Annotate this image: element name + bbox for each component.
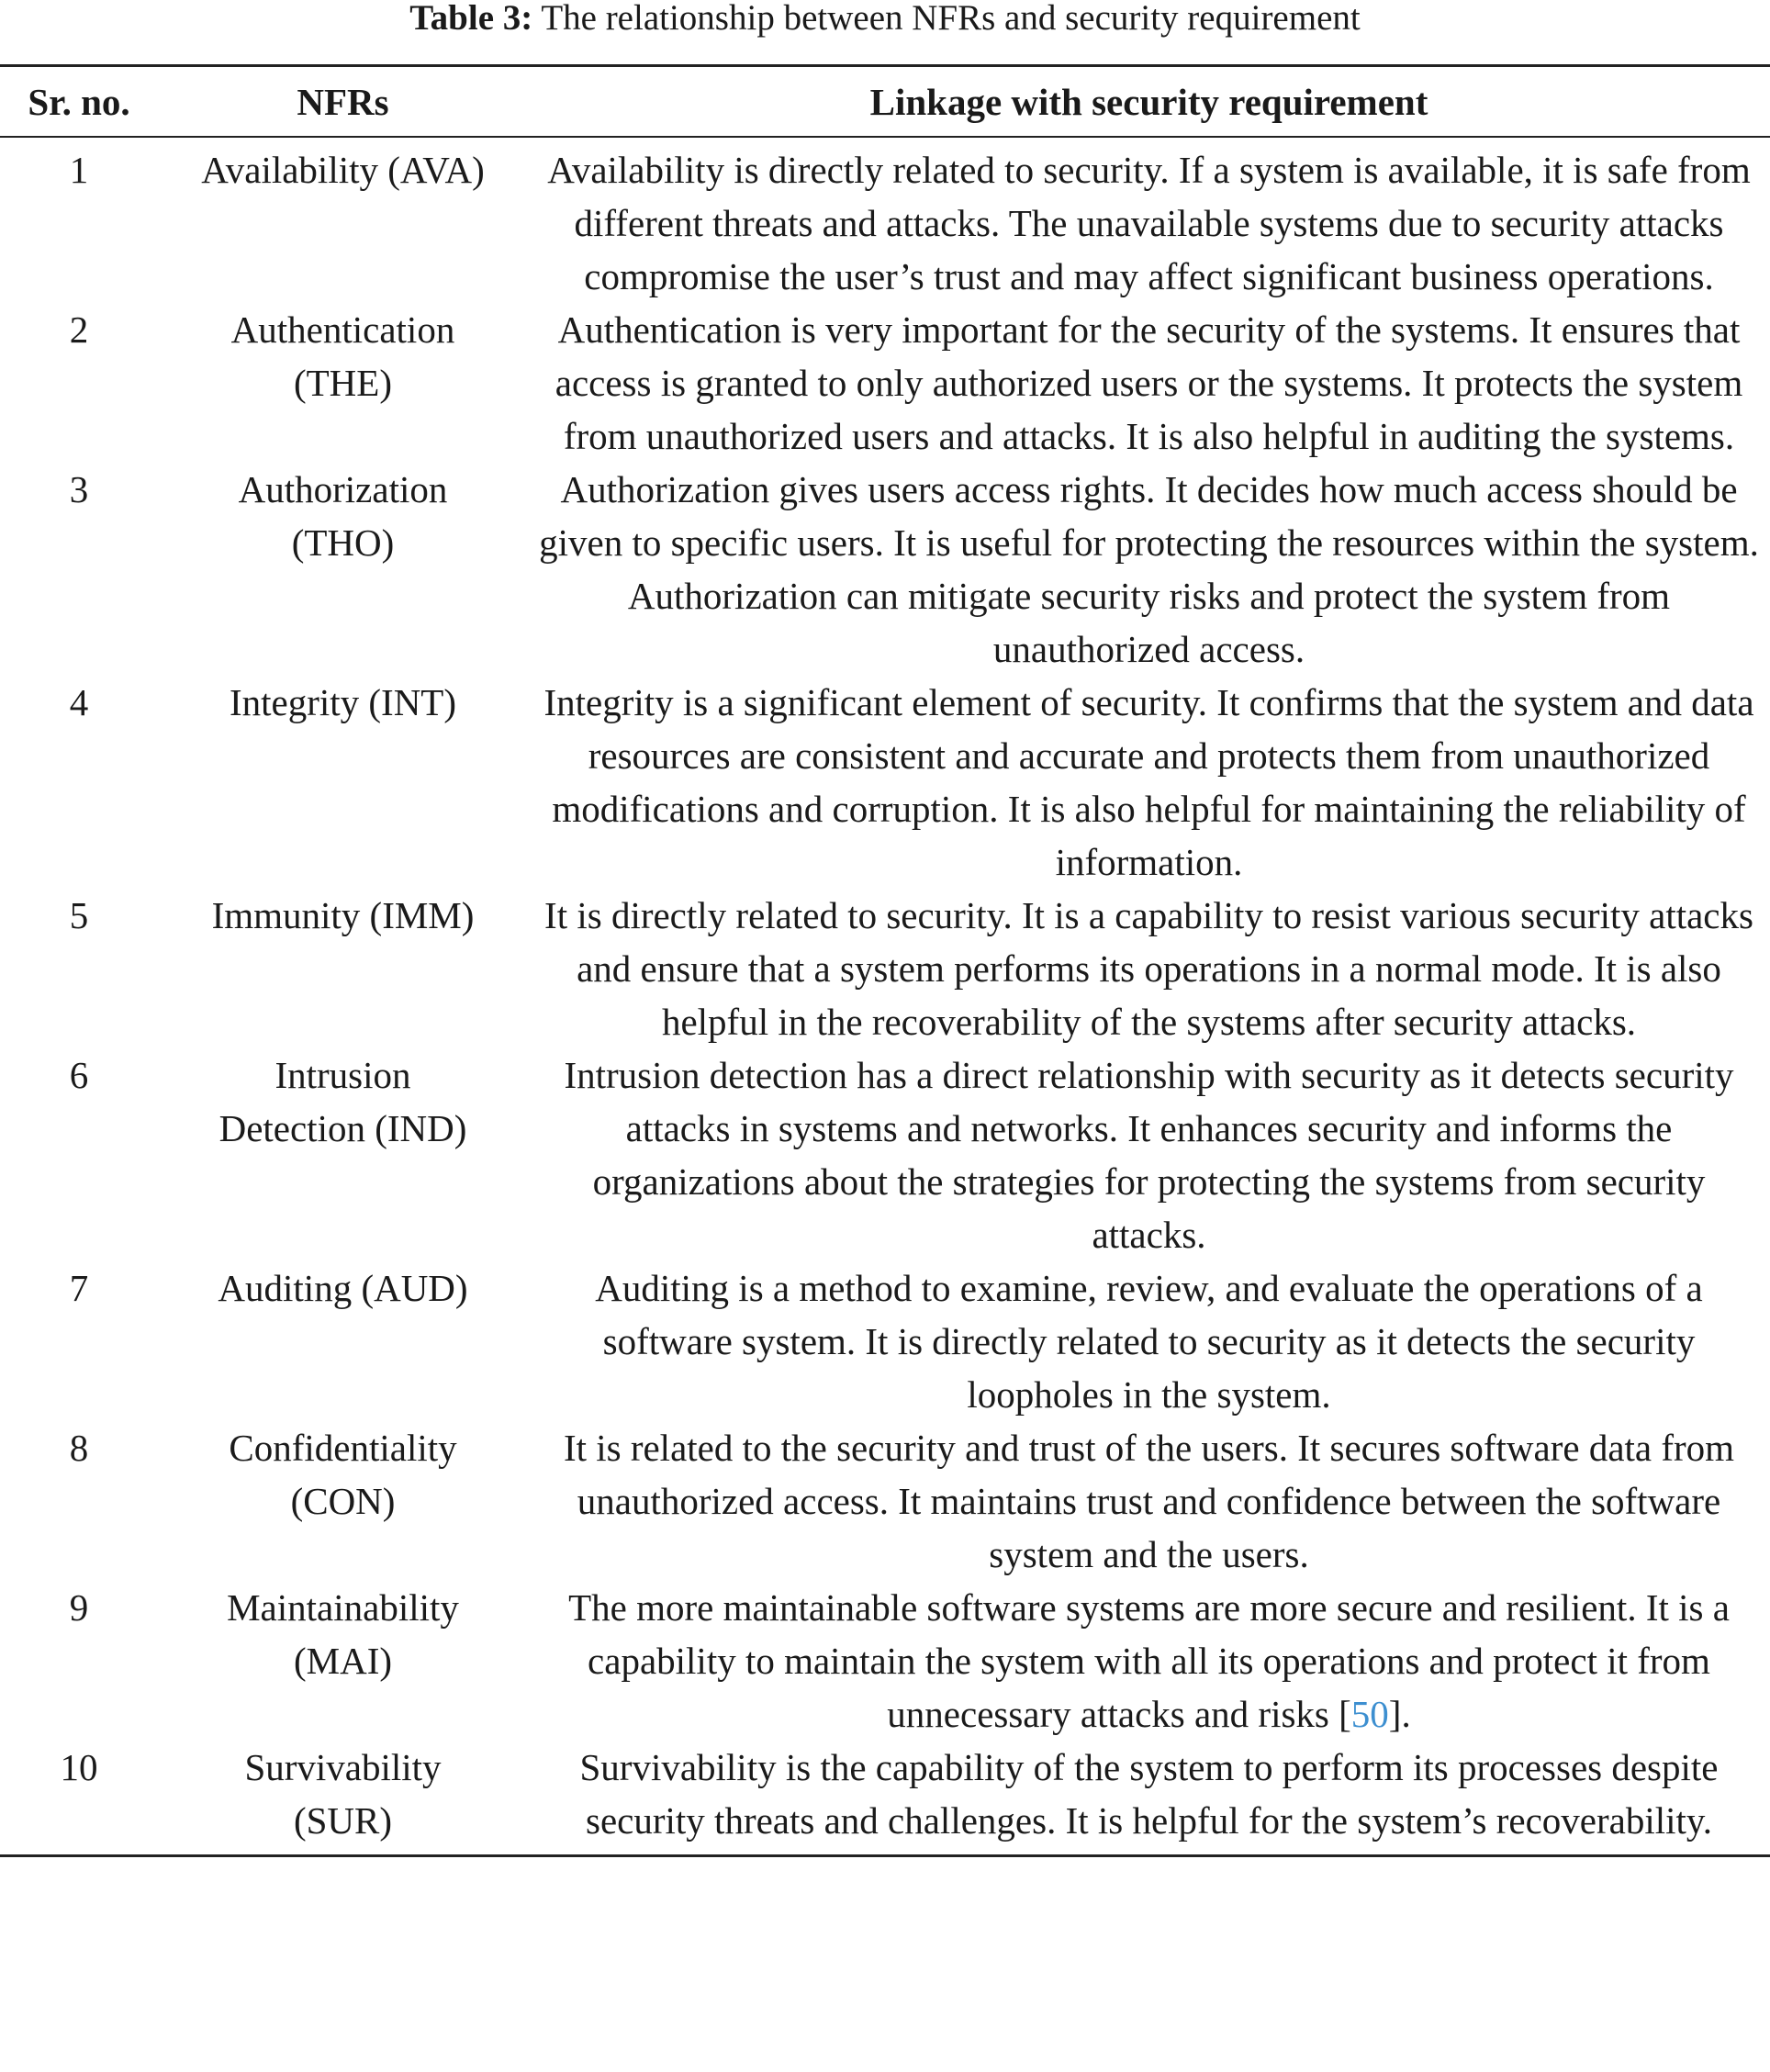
table-row (0, 1741, 1770, 1856)
caption-text: The relationship between NFRs and security requirement (541, 0, 1361, 38)
linkage-text: Survivability is the capability of the system to perform its processes despite security threats and challenges. It is helpful for the system’s recoverability. (579, 1746, 1719, 1842)
linkage-text: Authentication is very important for the security of the systems. It ensures that access is granted to only authorized users or the systems. It protects the system from unauthorized users and attacks. It is also helpful in auditing the systems. (555, 308, 1743, 457)
nfr-name-line: Auditing (AUD) (218, 1267, 468, 1309)
row-number: 10 (60, 1746, 98, 1788)
nfr-abbreviation: (THE) (293, 362, 392, 404)
linkage-text: Intrusion detection has a direct relationship with security as it detects security attacks in systems and networks. It enhances security and informs the organizations about the strategies for protecting the systems from security attacks. (564, 1054, 1734, 1256)
table-row (0, 303, 1770, 463)
reference-link[interactable]: 50 (1350, 1693, 1389, 1735)
nfr-name-line: Survivability (244, 1746, 442, 1788)
nfr-abbreviation: (CON) (290, 1480, 396, 1522)
linkage-text (528, 1581, 1770, 1741)
nfr-name (158, 889, 528, 1048)
row-number: 8 (69, 1427, 89, 1469)
nfr-abbreviation: (SUR) (293, 1799, 393, 1842)
table-row (0, 137, 1770, 303)
linkage-text-body: The more maintainable software systems are more secure and resilient. It is a capability to maintain the system with all its operations and protect it from unnecessary attacks and risks [ (568, 1586, 1730, 1735)
nfr-name (158, 1261, 528, 1421)
linkage-text: Authorization gives users access rights. It decides how much access should be given to specific users. It is useful for protecting the resources within the system. Authorization can mitigate security risks and protect the system from unauthorized access. (539, 468, 1759, 670)
table-row (0, 889, 1770, 1048)
table-row (0, 1261, 1770, 1421)
row-number: 4 (69, 681, 89, 723)
header-linkage: Linkage with security requirement (869, 80, 1428, 123)
table-row (0, 1581, 1770, 1741)
nfr-name-line: Maintainability (227, 1586, 459, 1629)
nfr-abbreviation: (MAI) (293, 1640, 393, 1682)
linkage-text-end: ]. (1388, 1693, 1411, 1735)
table-row (0, 1048, 1770, 1261)
nfr-abbreviation: Detection (IND) (218, 1107, 467, 1149)
linkage-text: It is directly related to security. It is a capability to resist various security attacks and ensure that a system performs its operations in a normal mode. It is also helpful in the recoverability of the systems after security attacks. (544, 894, 1753, 1043)
linkage-text: Auditing is a method to examine, review, and evaluate the operations of a software system. It is directly related to security as it detects the security loopholes in the system. (595, 1267, 1703, 1416)
nfr-abbreviation: (THO) (291, 521, 395, 564)
header-nfrs: NFRs (297, 80, 389, 123)
row-number: 3 (69, 468, 89, 510)
linkage-text: It is related to the security and trust of the users. It secures software data from unauthorized access. It maintains trust and confidence between the software system and the users. (563, 1427, 1735, 1575)
nfr-name (158, 1581, 528, 1741)
nfr-security-table (0, 64, 1770, 1857)
table-caption (0, 0, 1770, 37)
table-row (0, 463, 1770, 676)
nfr-name (158, 1048, 528, 1261)
nfr-name (158, 1741, 528, 1856)
linkage-text: Availability is directly related to security. If a system is available, it is safe from different threats and attacks. The unavailable systems due to security attacks compromise the user’s trust and may affect significant business operations. (547, 149, 1751, 297)
table-row (0, 676, 1770, 889)
header-sr-no: Sr. no. (28, 80, 130, 123)
caption-label: Table 3: (409, 0, 533, 38)
nfr-name-line: Availability (AVA) (201, 149, 485, 191)
nfr-name (158, 1421, 528, 1581)
row-number: 6 (69, 1054, 89, 1096)
row-number: 7 (69, 1267, 89, 1309)
row-number: 1 (69, 149, 89, 191)
nfr-name-line: Intrusion (274, 1054, 411, 1096)
row-number: 2 (69, 308, 89, 351)
nfr-name-line: Authentication (230, 308, 455, 351)
nfr-name-line: Immunity (IMM) (211, 894, 475, 936)
table-row (0, 1421, 1770, 1581)
nfr-name (158, 303, 528, 463)
row-number: 9 (69, 1586, 89, 1629)
nfr-name (158, 676, 528, 889)
linkage-text: Integrity is a significant element of security. It confirms that the system and data resources are consistent and accurate and protects them from unauthorized modifications and corruption. It is also helpful for maintaining the reliability of information. (543, 681, 1754, 883)
nfr-name (158, 463, 528, 676)
nfr-name-line: Confidentiality (229, 1427, 457, 1469)
nfr-name (158, 137, 528, 303)
nfr-name-line: Authorization (238, 468, 448, 510)
row-number: 5 (69, 894, 89, 936)
table-header-row (0, 66, 1770, 138)
nfr-name-line: Integrity (INT) (229, 681, 457, 723)
